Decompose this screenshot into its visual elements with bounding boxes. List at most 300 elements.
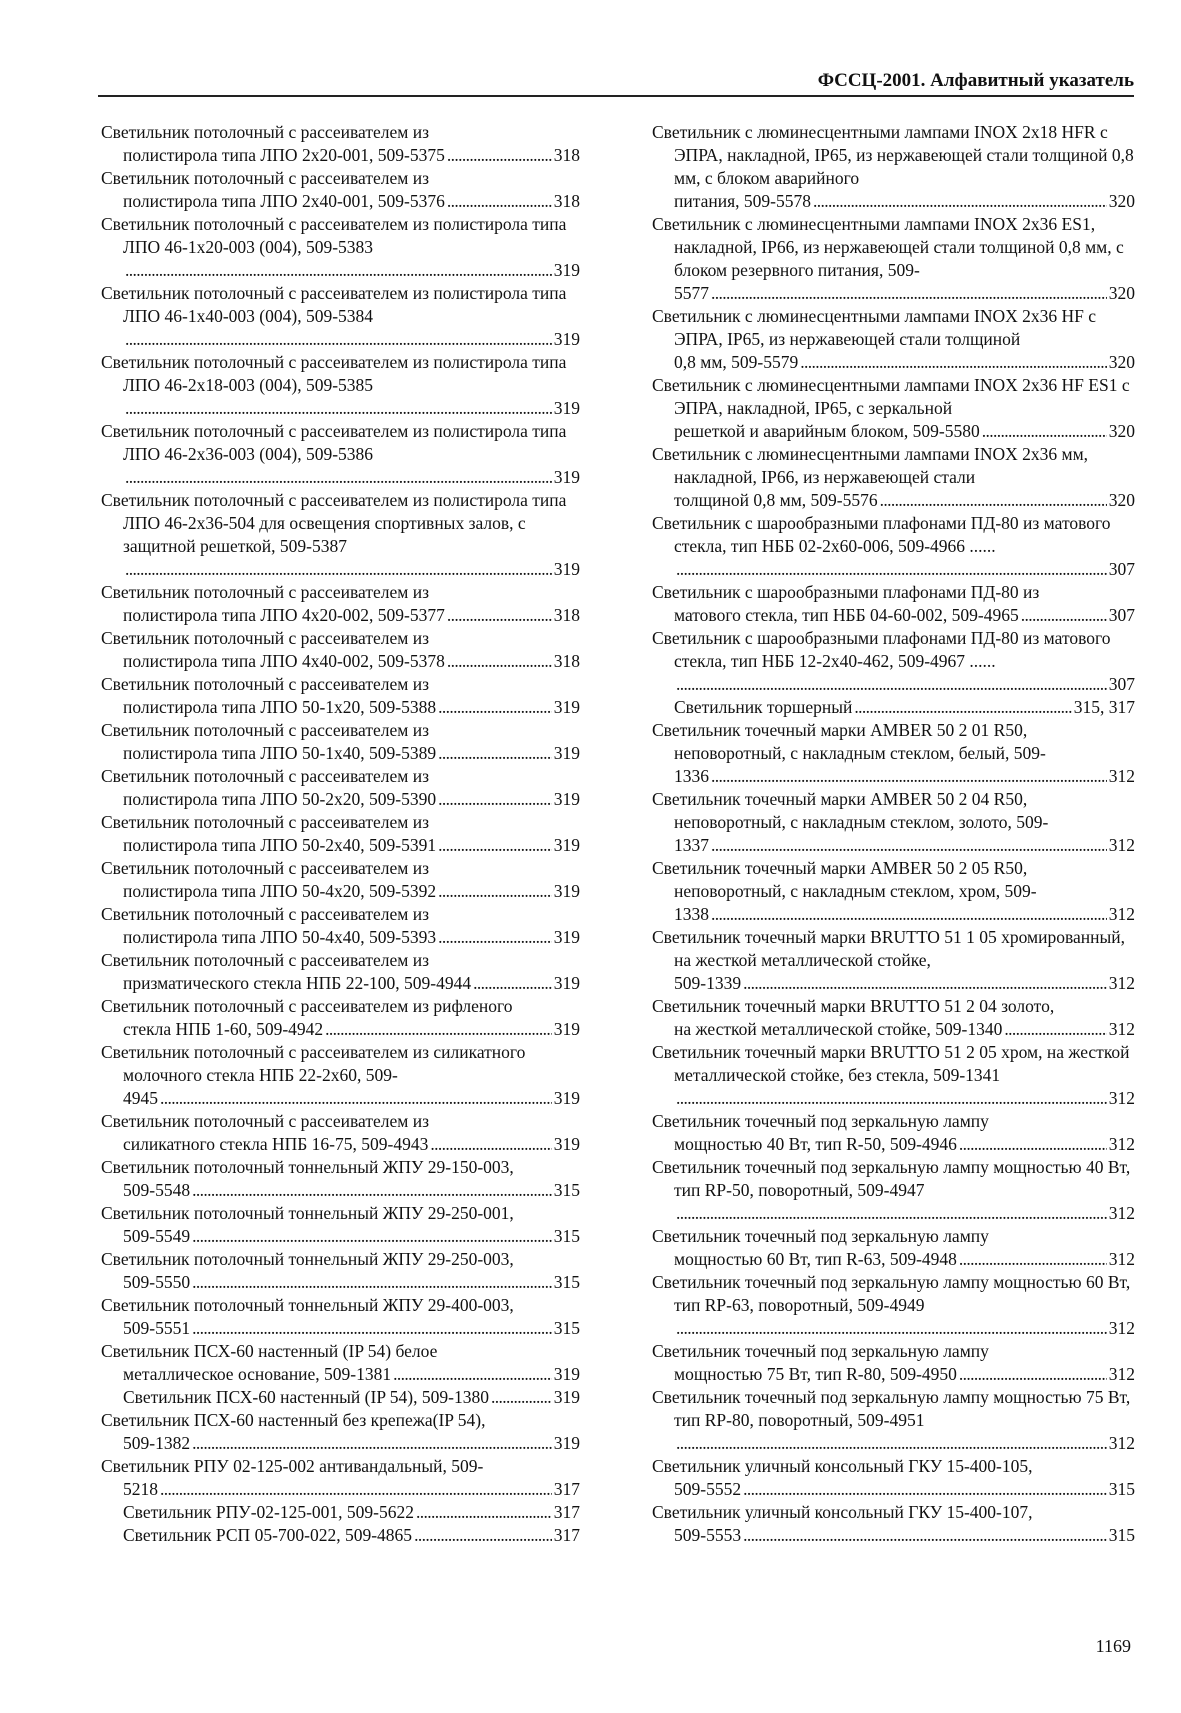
index-entry-text: Светильник потолочный тоннельный ЖПУ 29-400-003, [101, 1295, 514, 1315]
index-entry-tail [123, 1363, 580, 1386]
index-entry [652, 1225, 1135, 1271]
index-entry-tail [123, 144, 580, 167]
dot-leader [393, 1363, 552, 1386]
index-entry-tail [674, 190, 1135, 213]
index-entry-text: Светильник потолочный с рассеивателем из полистирола типа ЛПО 46-1х40-003 (004), 509-5384 [101, 283, 567, 326]
index-entry-page: 319 [553, 1019, 580, 1039]
index-entry-continuation: 1336 [674, 766, 709, 786]
index-entry-tail [674, 558, 1135, 581]
index-entry [652, 121, 1135, 213]
index-entry [652, 926, 1135, 995]
index-entry [101, 1524, 580, 1547]
index-entry-page: 307 [1108, 605, 1135, 625]
index-entry-tail [674, 282, 1135, 305]
index-entry [652, 1501, 1135, 1547]
index-entry-page: 318 [553, 651, 580, 671]
dot-leader [447, 190, 552, 213]
index-entry-page: 315 [1108, 1479, 1135, 1499]
dot-leader [982, 420, 1107, 443]
index-entry-tail [123, 742, 580, 765]
index-entry [652, 696, 1135, 719]
dot-leader [192, 1225, 552, 1248]
index-entry-tail [123, 1317, 580, 1340]
index-entry-continuation: металлическое основание, 509-1381 [123, 1364, 392, 1384]
dot-leader [447, 650, 552, 673]
dot-leader [192, 1432, 552, 1455]
index-entry [652, 857, 1135, 926]
index-entry-page: 319 [553, 260, 580, 280]
index-entry-continuation: стекла НПБ 1-60, 509-4942 [123, 1019, 324, 1039]
index-entry-tail [674, 489, 1135, 512]
index-entry-continuation: 509-5553 [674, 1525, 742, 1545]
index-entry-continuation: 509-1382 [123, 1433, 191, 1453]
index-entry-continuation: полистирола типа ЛПО 50-1х40, 509-5389 [123, 743, 437, 763]
index-entry-text: Светильник потолочный с рассеивателем из [101, 766, 429, 786]
index-entry [652, 1041, 1135, 1110]
index-entry [101, 1386, 580, 1409]
index-entry-continuation: 4945 [123, 1088, 158, 1108]
dot-leader [125, 397, 552, 420]
index-entry-tail [674, 1202, 1135, 1225]
dot-leader [1004, 1018, 1106, 1041]
index-entry-tail [123, 650, 580, 673]
dot-leader [711, 903, 1107, 926]
index-entry-continuation: 0,8 мм, 509-5579 [674, 352, 799, 372]
dot-leader [743, 1478, 1107, 1501]
index-entry-tail [674, 696, 1135, 719]
index-entry-text: Светильник потолочный тоннельный ЖПУ 29-250-003, [101, 1249, 514, 1269]
index-entry [652, 512, 1135, 581]
dot-leader [447, 144, 552, 167]
index-entry-text: Светильник потолочный с рассеивателем из [101, 1111, 429, 1131]
index-entry [101, 1455, 580, 1501]
index-entry-page: 307 [1108, 559, 1135, 579]
index-entry-page: 312 [1108, 1088, 1135, 1108]
index-entry-page: 319 [553, 1134, 580, 1154]
index-entry [652, 213, 1135, 305]
dot-leader [325, 1018, 552, 1041]
index-entry-page: 319 [553, 1387, 580, 1407]
index-entry-page: 320 [1108, 490, 1135, 510]
index-entry-tail [123, 788, 580, 811]
index-entry-tail [674, 420, 1135, 443]
index-entry-continuation: полистирола типа ЛПО 2х40-001, 509-5376 [123, 191, 445, 211]
dot-leader [959, 1248, 1107, 1271]
index-entry-page: 315, 317 [1073, 697, 1135, 717]
index-entry-tail [123, 1524, 580, 1547]
index-entry-text: Светильник ПСХ-60 настенный (IP 54) белое [101, 1341, 438, 1361]
index-entry [101, 995, 580, 1041]
index-entry-page: 320 [1108, 352, 1135, 372]
index-entry-text: Светильник с люминесцентными лампами INOX 2х18 HFR с ЭПРА, накладной, IP65, из нержавеющей стали толщиной 0,8 мм, с блоком аварийного [652, 122, 1134, 188]
dot-leader [800, 351, 1107, 374]
index-entry-continuation: полистирола типа ЛПО 50-2х40, 509-5391 [123, 835, 437, 855]
index-entry-continuation: силикатного стекла НПБ 16-75, 509-4943 [123, 1134, 429, 1154]
index-entry-continuation: матового стекла, тип НББ 04-60-002, 509-4965 [674, 605, 1019, 625]
index-entry-tail [674, 1524, 1135, 1547]
index-entry [652, 1110, 1135, 1156]
index-entry-continuation: мощностью 40 Вт, тип R-50, 509-4946 [674, 1134, 957, 1154]
index-entry [101, 1110, 580, 1156]
index-entry-continuation: Светильник торшерный [674, 697, 853, 717]
dot-leader [743, 1524, 1107, 1547]
index-entry-page: 312 [1108, 1203, 1135, 1223]
index-entry-page: 319 [553, 1364, 580, 1384]
index-entry [101, 1202, 580, 1248]
index-entry-text: Светильник потолочный с рассеивателем из полистирола типа ЛПО 46-1х20-003 (004), 509-5383 [101, 214, 567, 257]
index-entry-continuation: решеткой и аварийным блоком, 509-5580 [674, 421, 980, 441]
index-entry-text: Светильник точечный марки AMBER 50 2 01 R50, неповоротный, с накладным стеклом, белый, 509- [652, 720, 1046, 763]
index-entry-tail [674, 1478, 1135, 1501]
index-entry-text: Светильник с шарообразными плафонами ПД-80 из матового стекла, тип НББ 12-2х40-462, 509-4967 ...... [652, 628, 1111, 671]
index-entry-text: Светильник потолочный с рассеивателем из [101, 168, 429, 188]
dot-leader [192, 1317, 552, 1340]
dot-leader [959, 1363, 1107, 1386]
index-entry-page: 312 [1108, 766, 1135, 786]
index-entry-tail [674, 1363, 1135, 1386]
index-entry-page: 319 [553, 973, 580, 993]
index-entry-page: 319 [553, 697, 580, 717]
dot-leader [676, 1087, 1107, 1110]
index-entry [652, 1455, 1135, 1501]
index-entry [652, 1271, 1135, 1340]
index-entry [652, 305, 1135, 374]
dot-leader [676, 673, 1107, 696]
index-entry-page: 319 [553, 881, 580, 901]
index-entry [652, 374, 1135, 443]
index-entry-tail [674, 604, 1135, 627]
index-entry-page: 319 [553, 1088, 580, 1108]
index-entry [101, 765, 580, 811]
index-entry [101, 857, 580, 903]
index-entry-text: Светильник ПСХ-60 настенный без крепежа(IP 54), [101, 1410, 486, 1430]
index-entry [101, 673, 580, 719]
index-entry [101, 581, 580, 627]
dot-leader [473, 972, 552, 995]
index-entry-continuation: 509-5552 [674, 1479, 742, 1499]
index-entry-page: 319 [553, 743, 580, 763]
index-entry-text: Светильник точечный марки AMBER 50 2 04 R50, неповоротный, с накладным стеклом, золото, 509- [652, 789, 1049, 832]
index-entry-continuation: 509-5548 [123, 1180, 191, 1200]
index-entry-text: Светильник потолочный с рассеивателем из [101, 904, 429, 924]
index-entry-tail [674, 1248, 1135, 1271]
index-entry-tail [674, 1317, 1135, 1340]
index-entry-page: 312 [1108, 1364, 1135, 1384]
dot-leader [676, 1202, 1107, 1225]
dot-leader [854, 696, 1071, 719]
index-entry-page: 312 [1108, 1433, 1135, 1453]
index-entry-tail [123, 466, 580, 489]
index-entry-tail [123, 972, 580, 995]
index-entry-continuation: питания, 509-5578 [674, 191, 811, 211]
dot-leader [125, 328, 552, 351]
index-entry-continuation: призматического стекла НПБ 22-100, 509-4944 [123, 973, 472, 993]
index-entry-text: Светильник потолочный с рассеивателем из полистирола типа ЛПО 46-2х36-003 (004), 509-5386 [101, 421, 567, 464]
index-entry-page: 317 [553, 1525, 580, 1545]
index-entry-text: Светильник потолочный с рассеивателем из [101, 582, 429, 602]
index-entry-page: 319 [553, 835, 580, 855]
index-column-right [652, 121, 1135, 1547]
index-entry-text: Светильник потолочный с рассеивателем из [101, 122, 429, 142]
index-entry-text: Светильник потолочный с рассеивателем из силикатного молочного стекла НПБ 22-2х60, 509- [101, 1042, 526, 1085]
index-entry-continuation: 509-1339 [674, 973, 742, 993]
dot-leader [416, 1501, 552, 1524]
index-entry-text: Светильник с люминесцентными лампами INOX 2х36 HF с ЭПРА, IP65, из нержавеющей стали толщиной [652, 306, 1097, 349]
index-entry-continuation: 1338 [674, 904, 709, 924]
index-entry-page: 319 [553, 559, 580, 579]
index-entry-tail [674, 1087, 1135, 1110]
index-entry-page: 307 [1108, 674, 1135, 694]
index-entry [101, 420, 580, 489]
index-entry-continuation: полистирола типа ЛПО 50-4х20, 509-5392 [123, 881, 437, 901]
index-entry-page: 312 [1108, 1019, 1135, 1039]
index-entry-page: 319 [553, 789, 580, 809]
index-entry-page: 320 [1108, 283, 1135, 303]
dot-leader [414, 1524, 552, 1547]
index-entry-text: Светильник потолочный с рассеивателем из полистирола типа ЛПО 46-2х36-504 для освещения спортивных залов, с защитной решеткой, 509-5387 [101, 490, 567, 556]
dot-leader [959, 1133, 1107, 1156]
index-entry-tail [674, 972, 1135, 995]
index-entry-tail [123, 1018, 580, 1041]
index-entry-tail [123, 328, 580, 351]
index-entry-text: Светильник потолочный тоннельный ЖПУ 29-150-003, [101, 1157, 514, 1177]
dot-leader [430, 1133, 551, 1156]
index-entry-tail [674, 1133, 1135, 1156]
index-entry-continuation: полистирола типа ЛПО 4х20-002, 509-5377 [123, 605, 445, 625]
index-entry-page: 315 [553, 1272, 580, 1292]
index-entry-tail [674, 765, 1135, 788]
index-entry-page: 317 [553, 1479, 580, 1499]
index-entry-tail [123, 1087, 580, 1110]
index-entry-continuation: 5577 [674, 283, 709, 303]
index-entry [101, 949, 580, 995]
index-entry [101, 351, 580, 420]
index-entry-continuation: мощностью 75 Вт, тип R-80, 509-4950 [674, 1364, 957, 1384]
index-entry [652, 1386, 1135, 1455]
index-entry-continuation: полистирола типа ЛПО 2х20-001, 509-5375 [123, 145, 445, 165]
dot-leader [438, 834, 552, 857]
index-entry-text: Светильник с шарообразными плафонами ПД-80 из матового стекла, тип НББ 02-2х60-006, 509-4966 ...... [652, 513, 1111, 556]
index-entry-text: Светильник точечный под зеркальную лампу мощностью 60 Вт, тип RP-63, поворотный, 509-4949 [652, 1272, 1131, 1315]
dot-leader [438, 788, 552, 811]
index-entry-text: Светильник потолочный с рассеивателем из полистирола типа ЛПО 46-2х18-003 (004), 509-5385 [101, 352, 567, 395]
index-entry-text: Светильник точечный под зеркальную лампу [652, 1226, 989, 1246]
index-entry-page: 312 [1108, 1249, 1135, 1269]
dot-leader [438, 880, 552, 903]
index-entry-page: 320 [1108, 191, 1135, 211]
index-entry-page: 312 [1108, 1318, 1135, 1338]
dot-leader [192, 1271, 552, 1294]
index-entry-continuation: полистирола типа ЛПО 50-2х20, 509-5390 [123, 789, 437, 809]
index-entry-tail [123, 190, 580, 213]
index-entry-continuation: толщиной 0,8 мм, 509-5576 [674, 490, 878, 510]
index-entry-page: 319 [553, 398, 580, 418]
index-entry [101, 1248, 580, 1294]
index-entry-tail [123, 604, 580, 627]
index-entry-page: 315 [1108, 1525, 1135, 1545]
index-entry [101, 811, 580, 857]
index-entry-page: 319 [553, 467, 580, 487]
header-rule [98, 95, 1134, 97]
index-entry-continuation: полистирола типа ЛПО 50-1х20, 509-5388 [123, 697, 437, 717]
dot-leader [438, 926, 552, 949]
index-entry [101, 1041, 580, 1110]
index-entry-continuation: 509-5549 [123, 1226, 191, 1246]
index-entry-page: 315 [553, 1226, 580, 1246]
index-entry-page: 312 [1108, 835, 1135, 855]
index-entry-tail [123, 1179, 580, 1202]
index-entry-tail [123, 1478, 580, 1501]
index-entry-tail [123, 259, 580, 282]
index-entry [101, 489, 580, 581]
index-entry-tail [674, 673, 1135, 696]
dot-leader [676, 1317, 1107, 1340]
index-entry-page: 318 [553, 605, 580, 625]
index-entry-text: Светильник потолочный с рассеивателем из [101, 628, 429, 648]
index-entry-text: Светильник точечный марки BRUTTO 51 2 05 хром, на жесткой металлической стойке, без стекла, 509-1341 [652, 1042, 1130, 1085]
index-entry-text: Светильник точечный под зеркальную лампу мощностью 75 Вт, тип RP-80, поворотный, 509-4951 [652, 1387, 1131, 1430]
index-entry-tail [123, 397, 580, 420]
index-entry-page: 312 [1108, 973, 1135, 993]
dot-leader [743, 972, 1107, 995]
index-entry-continuation: на жесткой металлической стойке, 509-1340 [674, 1019, 1003, 1039]
index-entry-page: 320 [1108, 421, 1135, 441]
index-entry [101, 167, 580, 213]
index-entry [101, 1409, 580, 1455]
index-entry-text: Светильник с люминесцентными лампами INOX 2х36 HF ES1 с ЭПРА, накладной, IP65, с зеркальной [652, 375, 1130, 418]
index-entry-page: 312 [1108, 1134, 1135, 1154]
index-entry-text: Светильник потолочный тоннельный ЖПУ 29-250-001, [101, 1203, 514, 1223]
page-number: 1169 [1095, 1636, 1131, 1656]
dot-leader [676, 1432, 1107, 1455]
dot-leader [880, 489, 1107, 512]
index-entry-tail [674, 351, 1135, 374]
index-entry-tail [674, 903, 1135, 926]
index-entry-tail [674, 1432, 1135, 1455]
index-entry-text: Светильник потолочный с рассеивателем из [101, 950, 429, 970]
index-entry-tail [123, 1271, 580, 1294]
dot-leader [192, 1179, 552, 1202]
index-entry [101, 1501, 580, 1524]
index-entry [101, 903, 580, 949]
index-entry-text: Светильник с люминесцентными лампами INOX 2х36 мм, накладной, IP66, из нержавеющей стали [652, 444, 1089, 487]
index-entry [101, 213, 580, 282]
index-entry [652, 995, 1135, 1041]
index-entry [652, 581, 1135, 627]
index-entry [652, 1340, 1135, 1386]
index-entry-continuation: мощностью 60 Вт, тип R-63, 509-4948 [674, 1249, 957, 1269]
index-entry-text: Светильник точечный под зеркальную лампу [652, 1341, 989, 1361]
index-entry-text: Светильник точечный под зеркальную лампу мощностью 40 Вт, тип RP-50, поворотный, 509-4947 [652, 1157, 1131, 1200]
index-entry-tail [123, 1432, 580, 1455]
index-entry-tail [123, 696, 580, 719]
index-entry-page: 317 [553, 1502, 580, 1522]
index-entry [652, 1156, 1135, 1225]
index-entry-text: Светильник точечный марки BRUTTO 51 2 04 золото, [652, 996, 1055, 1016]
index-entry-continuation: 509-5551 [123, 1318, 191, 1338]
dot-leader [447, 604, 552, 627]
dot-leader [160, 1087, 552, 1110]
index-entry-tail [123, 558, 580, 581]
dot-leader [125, 558, 552, 581]
index-entry-text: Светильник с люминесцентными лампами INOX 2х36 ES1, накладной, IP66, из нержавеющей стали толщиной 0,8 мм, с блоком резервного питания, 509- [652, 214, 1124, 280]
index-entry-tail [123, 880, 580, 903]
index-entry-text: Светильник с шарообразными плафонами ПД-80 из [652, 582, 1040, 602]
index-entry-tail [123, 834, 580, 857]
running-header: ФССЦ-2001. Алфавитный указатель [817, 70, 1134, 91]
index-entry-text: Светильник уличный консольный ГКУ 15-400-105, [652, 1456, 1033, 1476]
index-column-left [101, 121, 580, 1547]
index-entry-continuation: 5218 [123, 1479, 158, 1499]
dot-leader [491, 1386, 552, 1409]
index-entry [101, 121, 580, 167]
dot-leader [813, 190, 1107, 213]
index-entry-continuation: 509-5550 [123, 1272, 191, 1292]
index-entry [652, 443, 1135, 512]
index-entry [101, 1156, 580, 1202]
dot-leader [160, 1478, 552, 1501]
index-entry-text: Светильник уличный консольный ГКУ 15-400-107, [652, 1502, 1033, 1522]
index-entry-continuation: 1337 [674, 835, 709, 855]
index-entry-tail [123, 1501, 580, 1524]
index-entry [101, 627, 580, 673]
index-entry-page: 318 [553, 191, 580, 211]
index-entry-page: 312 [1108, 904, 1135, 924]
index-entry-page: 319 [553, 927, 580, 947]
index-entry [101, 282, 580, 351]
index-entry-tail [123, 1133, 580, 1156]
index-entry-text: Светильник точечный под зеркальную лампу [652, 1111, 989, 1131]
index-entry [101, 1340, 580, 1386]
index-entry-continuation: Светильник РПУ-02-125-001, 509-5622 [123, 1502, 415, 1522]
index-entry-page: 315 [553, 1318, 580, 1338]
index-entry-tail [674, 834, 1135, 857]
index-entry-text: Светильник точечный марки BRUTTO 51 1 05 хромированный, на жесткой металлической стойке, [652, 927, 1125, 970]
dot-leader [125, 259, 552, 282]
index-entry-continuation: Светильник РСП 05-700-022, 509-4865 [123, 1525, 413, 1545]
index-entry [652, 627, 1135, 696]
dot-leader [1021, 604, 1107, 627]
index-entry-continuation: полистирола типа ЛПО 50-4х40, 509-5393 [123, 927, 437, 947]
index-entry-tail [674, 1018, 1135, 1041]
index-entry-continuation: Светильник ПСХ-60 настенный (IP 54), 509-1380 [123, 1387, 489, 1407]
index-entry [101, 719, 580, 765]
dot-leader [438, 696, 552, 719]
index-entry-continuation: полистирола типа ЛПО 4х40-002, 509-5378 [123, 651, 445, 671]
index-entry-text: Светильник потолочный с рассеивателем из [101, 720, 429, 740]
dot-leader [711, 765, 1107, 788]
dot-leader [438, 742, 552, 765]
index-entry-text: Светильник потолочный с рассеивателем из [101, 812, 429, 832]
dot-leader [125, 466, 552, 489]
index-entry-text: Светильник потолочный с рассеивателем из рифленого [101, 996, 513, 1016]
index-entry-text: Светильник точечный марки AMBER 50 2 05 R50, неповоротный, с накладным стеклом, хром, 509- [652, 858, 1037, 901]
index-entry [101, 1294, 580, 1340]
index-entry [652, 788, 1135, 857]
index-entry-page: 319 [553, 1433, 580, 1453]
dot-leader [676, 558, 1107, 581]
index-entry-text: Светильник РПУ 02-125-002 антивандальный, 509- [101, 1456, 484, 1476]
index-entry-tail [123, 1386, 580, 1409]
index-entry-text: Светильник потолочный с рассеивателем из [101, 858, 429, 878]
index-entry-page: 315 [553, 1180, 580, 1200]
dot-leader [711, 834, 1107, 857]
index-entry-tail [123, 1225, 580, 1248]
index-entry-text: Светильник потолочный с рассеивателем из [101, 674, 429, 694]
index-entry-page: 319 [553, 329, 580, 349]
index-entry-tail [123, 926, 580, 949]
index-entry-page: 318 [553, 145, 580, 165]
